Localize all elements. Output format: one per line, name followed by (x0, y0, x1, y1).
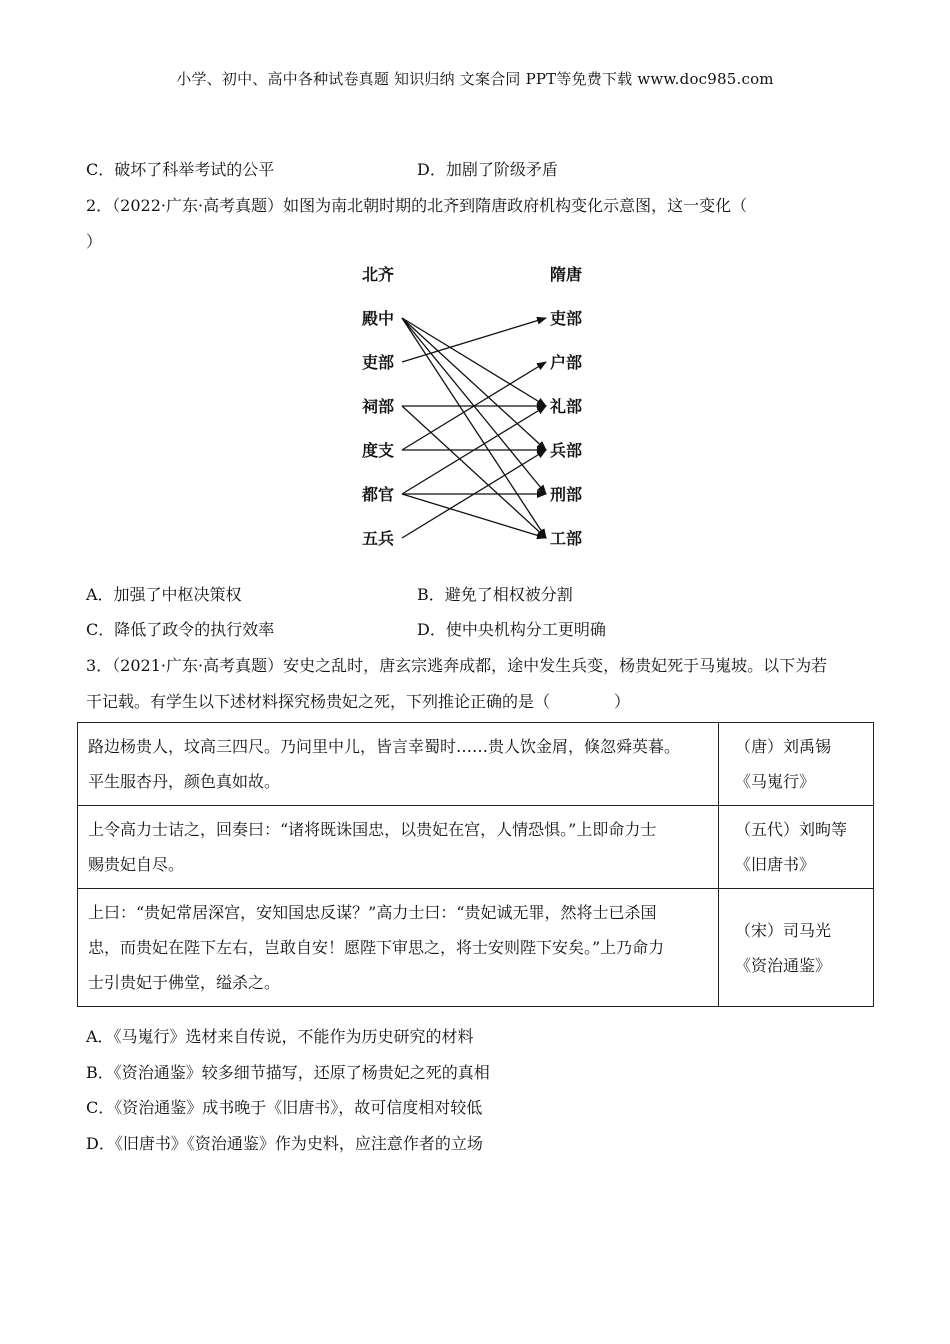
citation-title: 《马嵬行》 (735, 772, 816, 791)
source-text-line: 赐贵妃自尽。 (88, 855, 185, 874)
citation-title: 《资治通鉴》 (735, 955, 832, 975)
source-citation (719, 806, 874, 889)
page-header: 小学、初中、高中各种试卷真题 知识归纳 文案合同 PPT等免费下载 www.doc985.com (176, 70, 774, 88)
right-item: 礼部 (550, 397, 583, 416)
source-citation (719, 889, 874, 1007)
q1-option-d: D．加剧了阶级矛盾 (417, 160, 558, 179)
source-text (78, 723, 719, 806)
citation-author: （唐）刘禹锡 (735, 737, 832, 756)
left-item: 殿中 (362, 309, 395, 328)
citation-author: （五代）刘昫等 (735, 820, 848, 839)
source-text-line: 忠，而贵妃在陛下左右，岂敢自安！愿陛下审思之，将士安则陛下安矣。”上乃命力 (88, 938, 665, 957)
q3-stem-line2: 干记载。有学生以下述材料探究杨贵妃之死，下列推论正确的是（ ） (86, 692, 631, 711)
q2-option-b: B．避免了相权被分割 (417, 585, 573, 604)
right-item: 兵部 (550, 441, 583, 460)
link-arrow (402, 318, 546, 538)
table-row (78, 806, 874, 889)
citation-title: 《旧唐书》 (735, 855, 816, 874)
source-text-line: 上令高力士诘之，回奏曰：“诸将既诛国忠，以贵妃在宫，人情恐惧。”上即命力士 (88, 820, 657, 839)
source-text-line: 平生服杏丹，颜色真如故。 (88, 772, 281, 791)
left-item: 都官 (362, 485, 395, 504)
right-column-title: 隋唐 (550, 265, 583, 284)
right-labels (549, 309, 582, 548)
source-text (78, 806, 719, 889)
table-row (78, 723, 874, 806)
diagram-links (402, 318, 546, 538)
left-item: 五兵 (362, 529, 395, 548)
citation-author: （宋）司马光 (735, 920, 832, 940)
left-item: 吏部 (362, 353, 395, 372)
link-arrow (402, 318, 546, 450)
q3-option-c: C．《资治通鉴》成书晚于《旧唐书》，故可信度相对较低 (86, 1098, 483, 1117)
q3-option-b: B．《资治通鉴》较多细节描写，还原了杨贵妃之死的真相 (86, 1063, 490, 1082)
source-citation (719, 723, 874, 806)
q3-stem-line1: 3．（2021·广东·高考真题）安史之乱时，唐玄宗逃奔成都，途中发生兵变，杨贵妃死于马嵬坡。以下为若 (86, 656, 828, 675)
q3-option-d: D．《旧唐书》《资治通鉴》作为史料，应注意作者的立场 (86, 1134, 483, 1153)
source-text-line: 上曰：“贵妃常居深宫，安知国忠反谋？”高力士曰：“贵妃诚无罪，然将士已杀国 (88, 903, 657, 922)
link-arrow (402, 494, 546, 538)
source-text (78, 889, 719, 1007)
institution-change-diagram (350, 258, 610, 558)
right-item: 吏部 (550, 309, 583, 328)
q3-option-a: A．《马嵬行》选材来自传说，不能作为历史研究的材料 (86, 1027, 474, 1046)
right-item: 刑部 (550, 485, 583, 504)
left-item: 度支 (362, 441, 395, 460)
right-item: 工部 (550, 529, 583, 548)
q1-option-c: C．破坏了科举考试的公平 (86, 160, 275, 179)
source-table (77, 722, 874, 1007)
q2-option-d: D．使中央机构分工更明确 (417, 620, 606, 639)
source-text-line: 路边杨贵人，坟高三四尺。乃问里中儿，皆言幸蜀时……贵人饮金屑，倏忽舜英暮。 (88, 737, 681, 756)
right-item: 户部 (550, 353, 583, 372)
left-column-title: 北齐 (362, 265, 395, 284)
source-text-line: 士引贵妃于佛堂，缢杀之。 (88, 973, 281, 992)
left-item: 祠部 (362, 397, 395, 416)
q2-stem-line1: 2．（2022·广东·高考真题）如图为南北朝时期的北齐到隋唐政府机构变化示意图，这一变化（ (86, 196, 748, 215)
left-labels (361, 309, 394, 548)
table-row (78, 889, 874, 1007)
link-arrow (402, 318, 546, 362)
q2-option-c: C．降低了政令的执行效率 (86, 620, 275, 639)
q2-stem-line2: ） (86, 232, 103, 251)
q2-option-a: A．加强了中枢决策权 (86, 585, 242, 604)
link-arrow (402, 406, 546, 538)
link-arrow (402, 318, 546, 406)
